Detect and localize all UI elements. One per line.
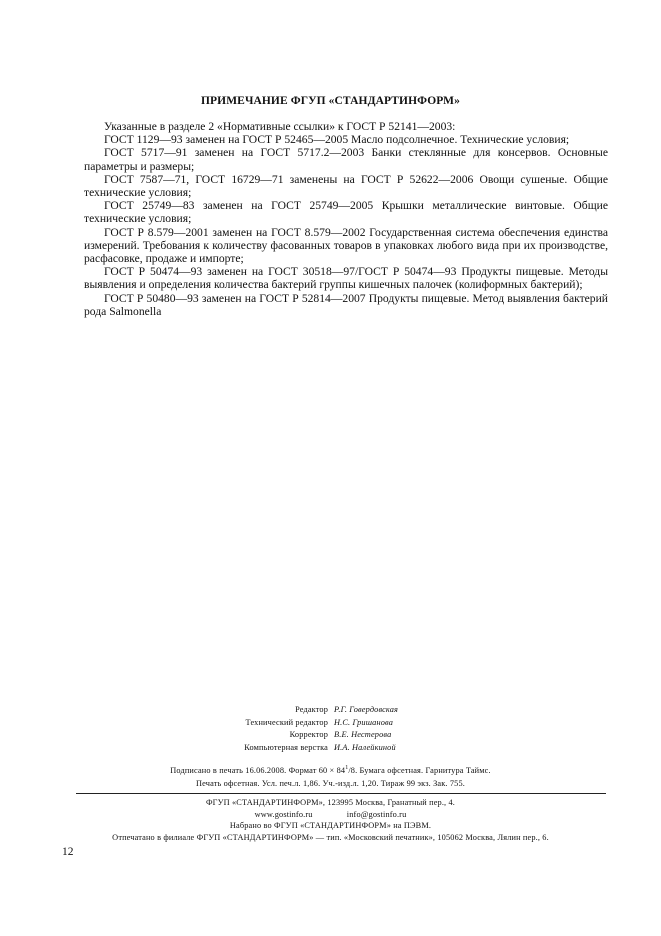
publisher-website: www.gostinfo.ru <box>254 809 313 819</box>
note-paragraph: ГОСТ Р 50474—93 заменен на ГОСТ 30518—97/ГОСТ Р 50474—93 Продукты пищевые. Методы выявления и определения количества бактерий группы кишечных палочек (колиформных бактерий); <box>84 265 608 292</box>
printed-by-note: Отпечатано в филиале ФГУП «СТАНДАРТИНФОРМ» — тип. «Московский печатник», 105062 Москва, Лялин пер., 6. <box>112 832 549 842</box>
credit-name: В.Е. Нестерова <box>334 730 392 739</box>
format-denominator: /8 <box>348 765 356 775</box>
credit-layout <box>0 742 661 755</box>
credit-tech-editor <box>0 717 661 730</box>
note-paragraph: ГОСТ 25749—83 заменен на ГОСТ 25749—2005 Крышки металлические винтовые. Общие технические условия; <box>84 199 608 226</box>
note-body <box>84 120 608 318</box>
print-info <box>0 762 661 790</box>
format-superscript: 1 <box>345 765 349 771</box>
page-number: 12 <box>62 846 74 858</box>
credit-name: Н.С. Гришанова <box>334 717 394 727</box>
print-info-line: Печать офсетная. Усл. печ.л. 1,86. Уч.-изд.л. 1,20. Тираж 99 экз. Зак. 755. <box>196 778 465 788</box>
publisher-address: ФГУП «СТАНДАРТИНФОРМ», 123995 Москва, Гранатный пер., 4. <box>205 798 456 807</box>
print-info-line <box>0 762 661 777</box>
publisher-email: info@gostinfo.ru <box>346 809 407 819</box>
credit-name: И.А. Налейкиной <box>334 742 396 752</box>
note-paragraph: ГОСТ 1129—93 заменен на ГОСТ Р 52465—2005 Масло подсолнечное. Технические условия; <box>104 133 570 147</box>
divider-rule <box>76 793 606 794</box>
note-paragraph: Указанные в разделе 2 «Нормативные ссылки» к ГОСТ Р 52141—2003: <box>104 120 456 133</box>
credits-block <box>0 704 661 754</box>
credit-role: Компьютерная верстка <box>244 742 328 752</box>
publisher-contacts <box>0 809 661 821</box>
credit-role: Корректор <box>289 730 328 739</box>
credit-name: Р.Г. Говердовская <box>334 705 399 714</box>
credit-role: Технический редактор <box>245 717 328 727</box>
credit-editor <box>0 704 661 717</box>
note-paragraph: ГОСТ 7587—71, ГОСТ 16729—71 заменены на ГОСТ Р 52622—2006 Овощи сушеные. Общие технические условия; <box>84 172 608 200</box>
note-paragraph: ГОСТ Р 50480—93 заменен на ГОСТ Р 52814—2007 Продукты пищевые. Метод выявления бактерий рода Salmonella <box>84 291 608 318</box>
print-info-text: Подписано в печать 16.06.2008. Формат 60 × 84 <box>170 765 346 775</box>
print-info-text: . Бумага офсетная. Гарнитура Таймс. <box>355 765 491 775</box>
typeset-note: Набрано во ФГУП «СТАНДАРТИНФОРМ» на ПЭВМ. <box>229 821 432 831</box>
publisher-info <box>0 797 661 843</box>
note-paragraph: ГОСТ Р 8.579—2001 заменен на ГОСТ 8.579—2002 Государственная система обеспечения единства измерений. Требования к количеству фасованных товаров в упаковках любого вида при их производстве, расфасовке, продаже и импорте; <box>84 225 608 266</box>
credit-role: Редактор <box>295 705 328 714</box>
credit-proofreader <box>0 729 661 742</box>
note-title: ПРИМЕЧАНИЕ ФГУП «СТАНДАРТИНФОРМ» <box>201 95 460 107</box>
note-paragraph: ГОСТ 5717—91 заменен на ГОСТ 5717.2—2003 Банки стеклянные для консервов. Основные параметры и размеры; <box>84 146 608 173</box>
